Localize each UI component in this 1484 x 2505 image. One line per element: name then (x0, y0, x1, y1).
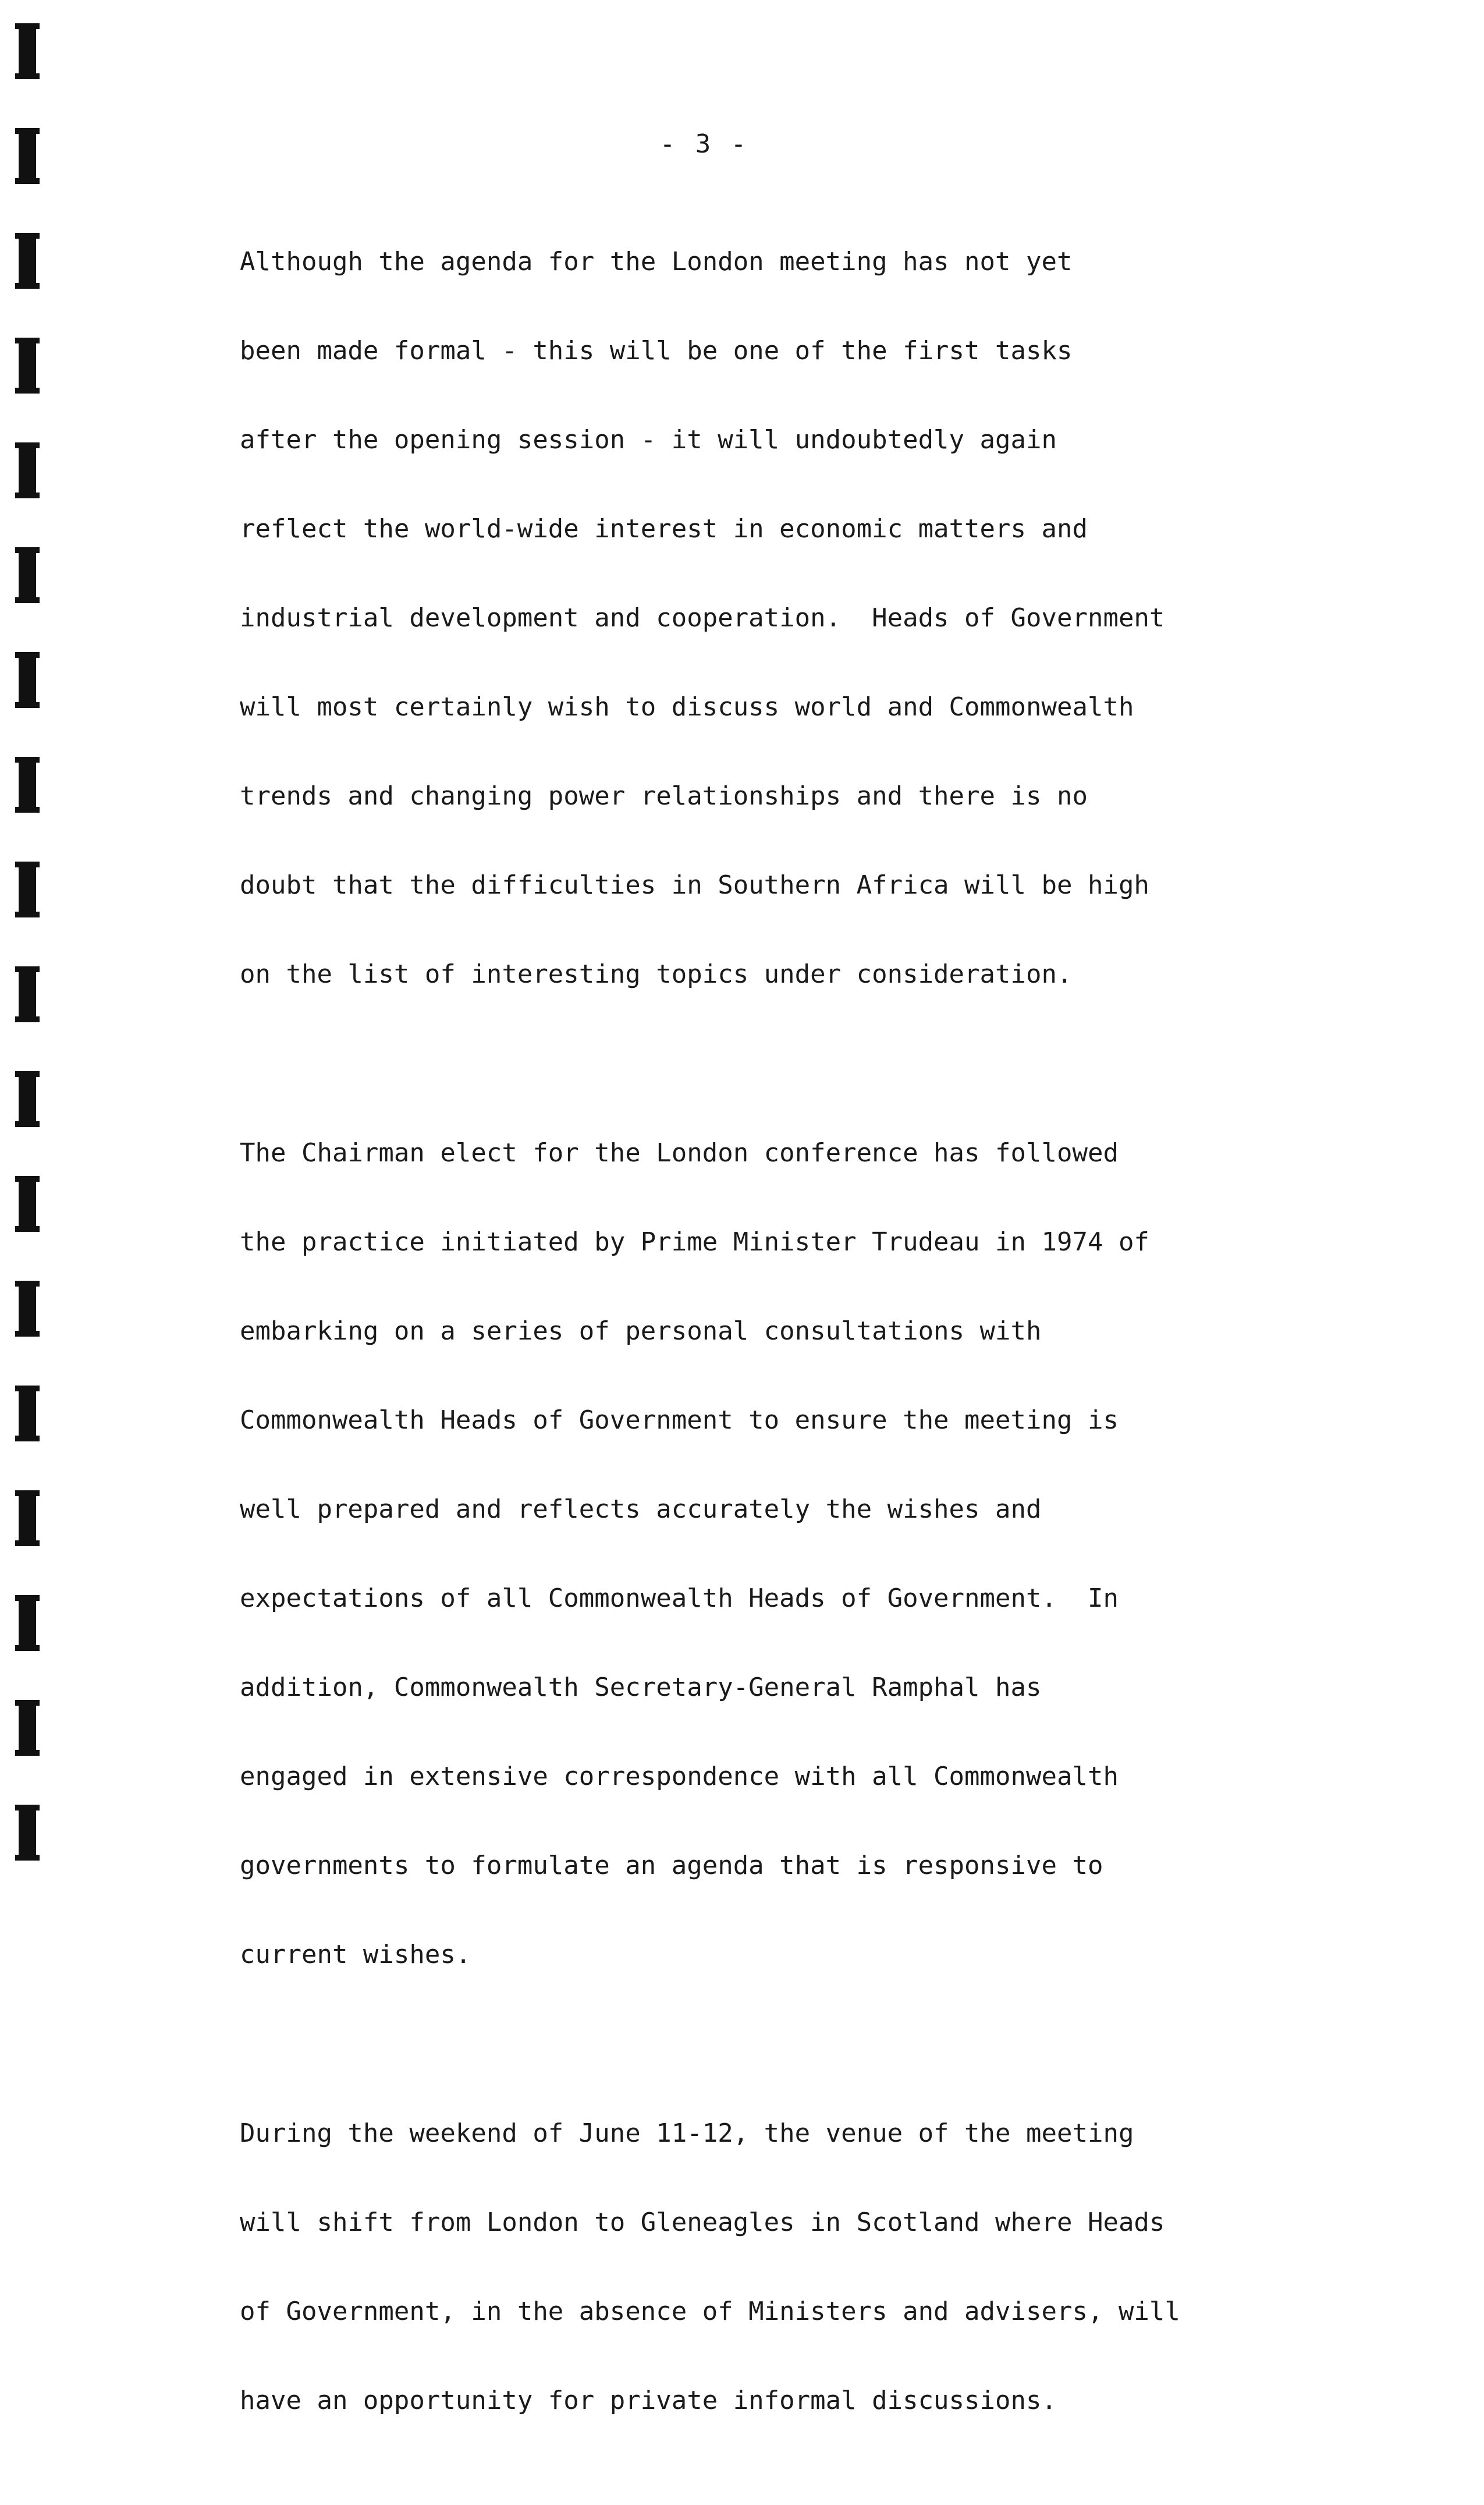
text-line: will shift from London to Gleneagles in Scotland where Heads (240, 2208, 1165, 2237)
punch-mark (19, 966, 36, 1022)
text-line: governments to formulate an agenda that is responsive to (240, 1851, 1103, 1880)
punch-mark (19, 547, 36, 603)
text-line: During the weekend of June 11-12, the venue of the meeting (240, 2118, 1134, 2148)
text-line: Commonwealth Heads of Government to ensure the meeting is (240, 1405, 1119, 1435)
punch-mark (19, 128, 36, 184)
punch-mark (19, 338, 36, 394)
text-line: reflect the world-wide interest in economic matters and (240, 514, 1088, 544)
punch-mark (19, 1176, 36, 1232)
text-line: after the opening session - it will undoubtedly again (240, 425, 1057, 455)
punch-mark (19, 652, 36, 708)
text-line: will most certainly wish to discuss world and Commonwealth (240, 692, 1134, 722)
text-line: the practice initiated by Prime Minister Trudeau in 1974 of (240, 1227, 1149, 1257)
punch-mark (19, 1281, 36, 1337)
text-line: embarking on a series of personal consultations with (240, 1316, 1042, 1346)
punch-mark (19, 1490, 36, 1546)
text-line: have an opportunity for private informal discussions. (240, 2386, 1057, 2415)
punch-mark (19, 1071, 36, 1127)
text-line: addition, Commonwealth Secretary-General Ramphal has (240, 1673, 1042, 1702)
text-line: engaged in extensive correspondence with all Commonwealth (240, 1762, 1119, 1791)
paragraph-weekend (240, 2059, 1334, 2475)
binder-punch-marks (10, 23, 45, 1921)
text-line: well prepared and reflects accurately the wishes and (240, 1494, 1042, 1524)
text-line: industrial development and cooperation. Heads of Government (240, 603, 1165, 633)
punch-mark (19, 1595, 36, 1651)
text-line: Although the agenda for the London meeting has not yet (240, 247, 1073, 277)
punch-mark (19, 757, 36, 813)
punch-mark (19, 1386, 36, 1441)
text-line: of Government, in the absence of Ministers and advisers, will (240, 2297, 1180, 2326)
text-line: current wishes. (240, 1940, 471, 1969)
page-number: - 3 - (659, 129, 749, 159)
text-line: doubt that the difficulties in Southern Africa will be high (240, 870, 1149, 900)
punch-mark (19, 862, 36, 917)
punch-mark (19, 1805, 36, 1861)
text-line: trends and changing power relationships and there is no (240, 781, 1088, 811)
paragraph-agenda (240, 187, 1334, 1048)
text-line: on the list of interesting topics under consideration. (240, 959, 1073, 989)
punch-mark (19, 23, 36, 79)
text-line: The Chairman elect for the London conference has followed (240, 1138, 1119, 1168)
body-text (240, 187, 1334, 2505)
punch-mark (19, 233, 36, 289)
punch-mark (19, 442, 36, 498)
text-line: expectations of all Commonwealth Heads of Government. In (240, 1583, 1119, 1613)
punch-mark (19, 1700, 36, 1756)
text-line: been made formal - this will be one of the first tasks (240, 336, 1073, 366)
paragraph-chairman (240, 1079, 1334, 2029)
